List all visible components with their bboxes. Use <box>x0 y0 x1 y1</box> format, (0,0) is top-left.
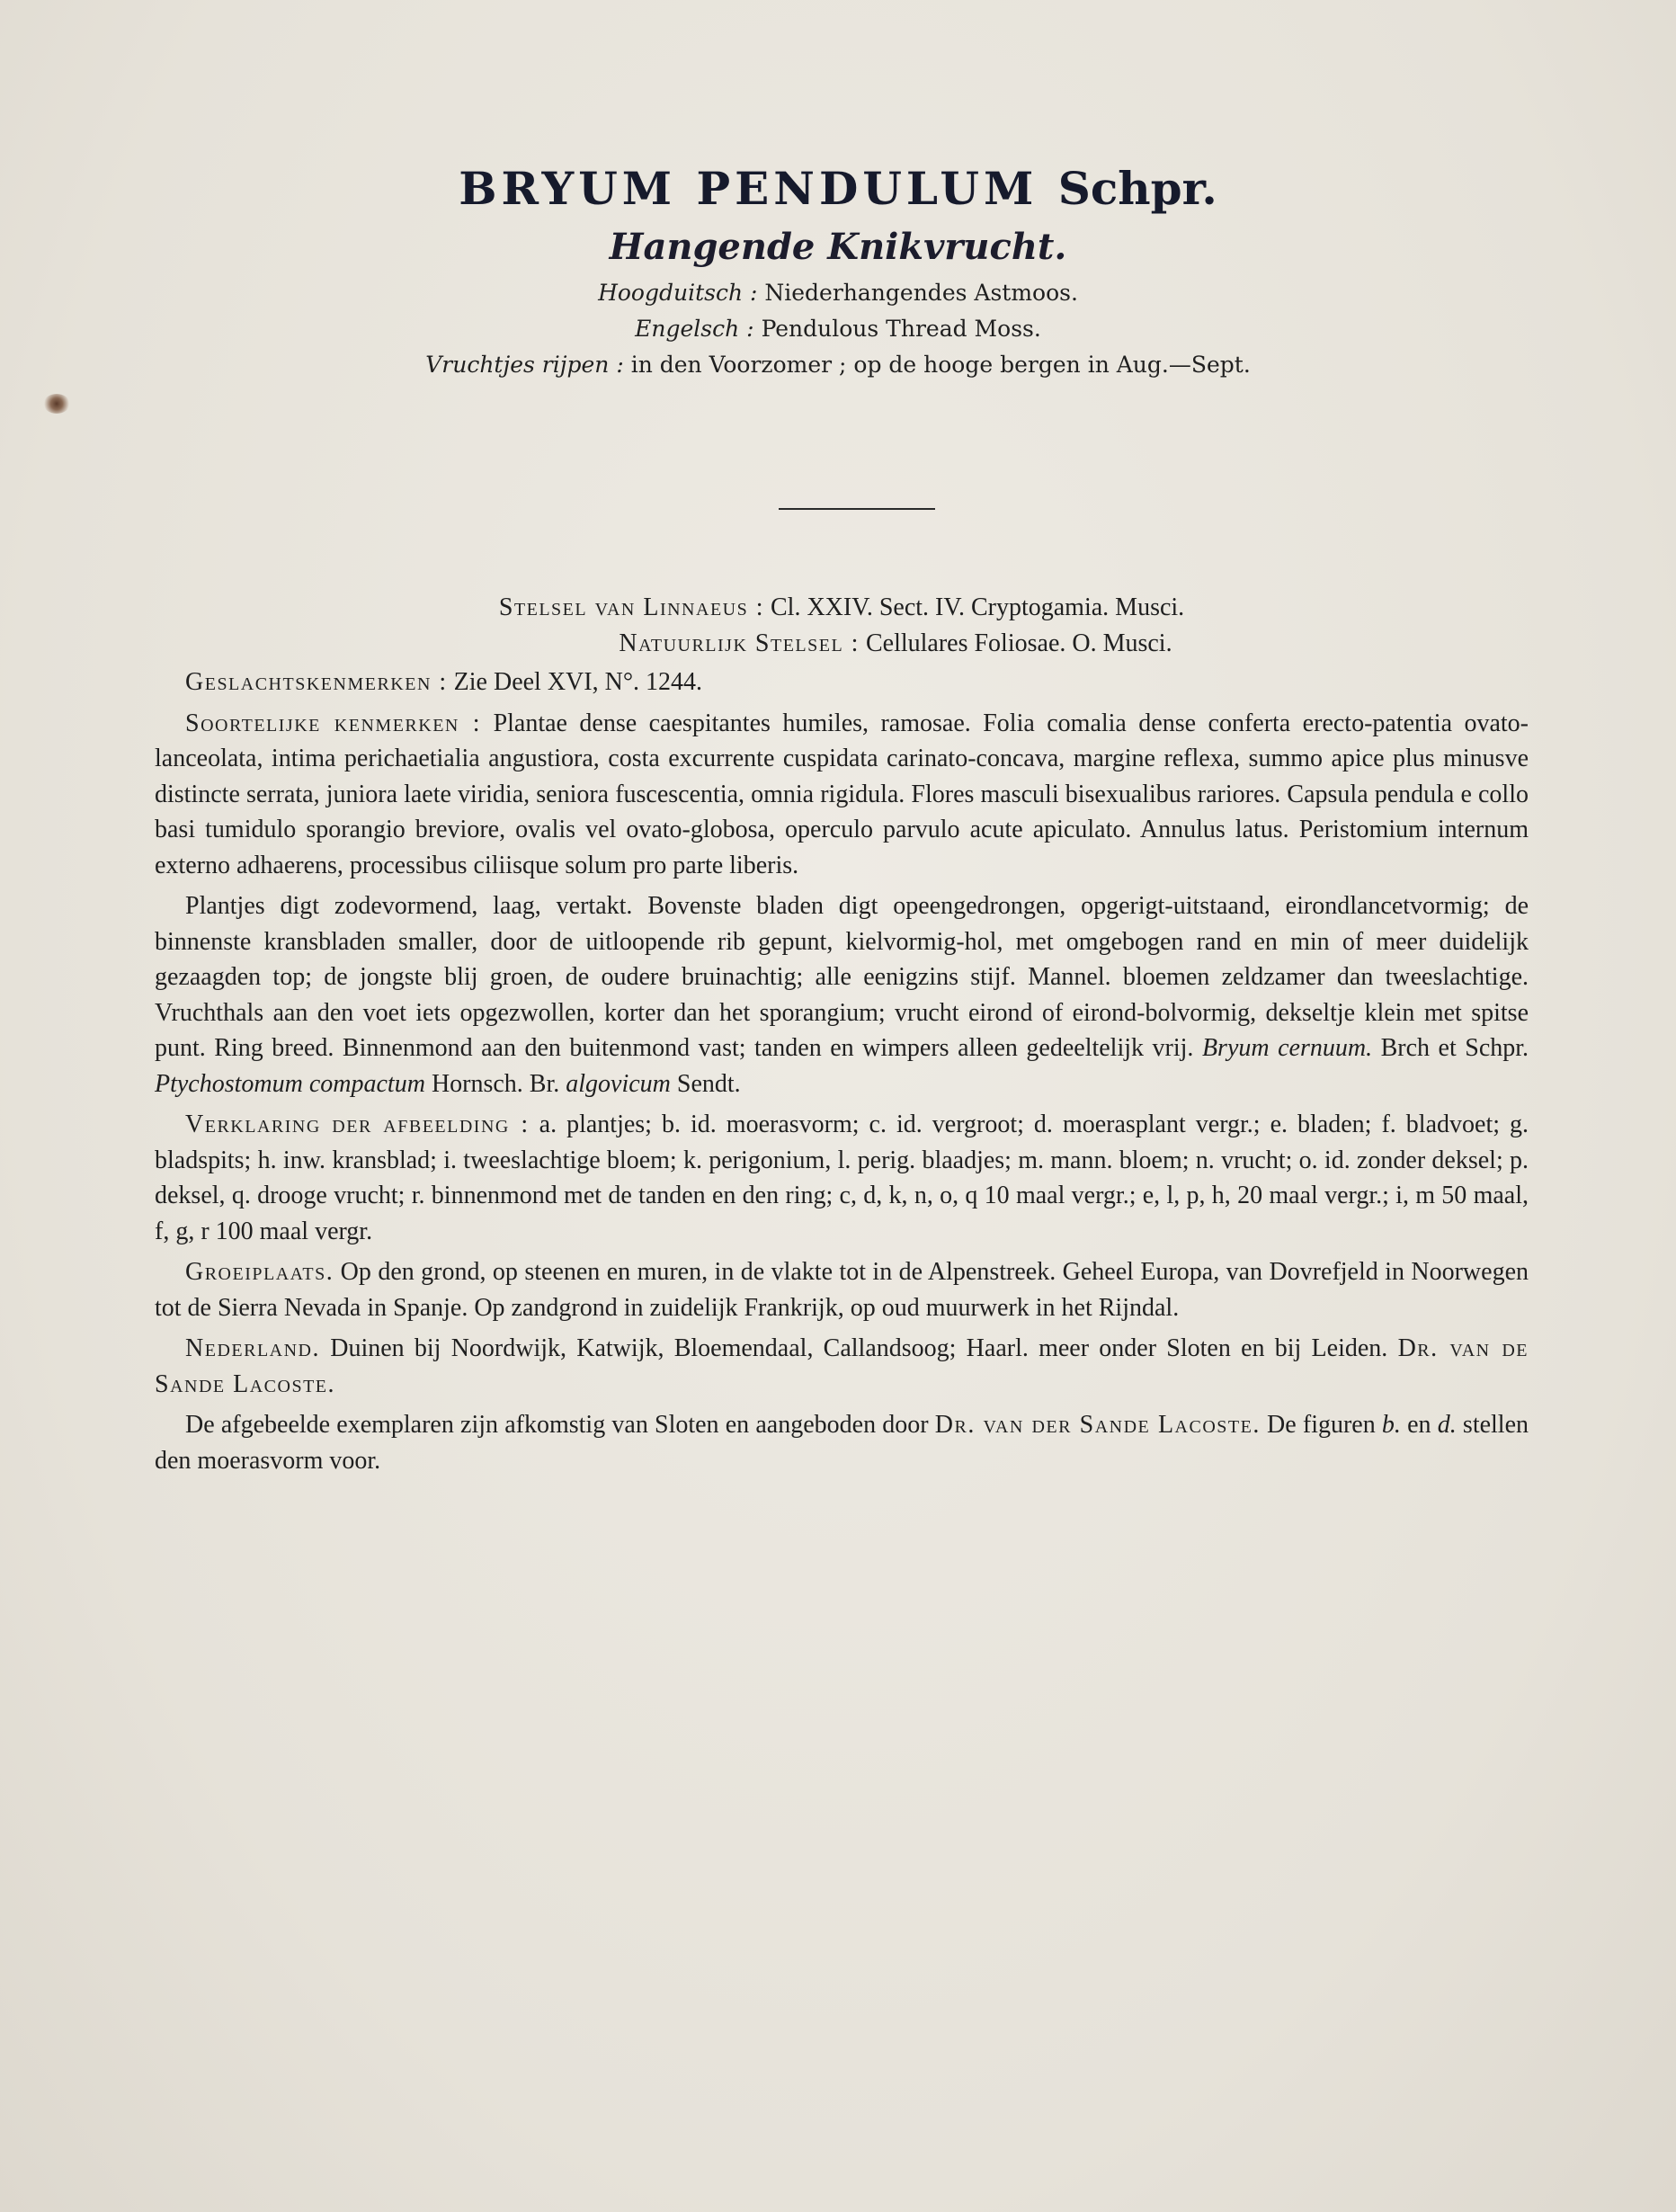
netherlands-credit: Dr. van de Sande Lacoste. <box>155 1334 1529 1398</box>
paper-stain <box>43 394 70 414</box>
synonym-1-author: Brch et Schpr. <box>1380 1034 1529 1062</box>
german-name-line <box>0 275 1676 311</box>
linnaeus-label: Stelsel van Linnaeus : <box>498 593 764 621</box>
figure-explanation <box>155 1107 1529 1249</box>
description-text: Plantjes digt zodevormend, laag, vertakt. Bovenste bladen digt opeengedrongen, opgerigt-uitstaand, eirondlancetvormig; de binnenste kransbladen smaller, door de uitloopende rib gepunt, kielvormig-hol, met omgebogen rand en min of meer duidelijk gezaagden top; de jongste blij groen, de oudere bruinachtig; alle eenigzins stijf. Mannel. bloemen zeldzamer dan tweeslachtige. Vruchthals aan den voet iets opgezwollen, korter dan het sporangium; vrucht eirond of eirond-bolvormig, dekseltje klein met spitse punt. Ring breed. Binnenmond aan den buitenmond vast; tanden en wimpers alleen gedeeltelijk vrij. <box>155 892 1529 1062</box>
closing-line-1: De afgebeelde exemplaren zijn afkomstig van Sloten en aangeboden door <box>185 1411 929 1439</box>
german-label: Hoogduitsch : <box>598 280 758 306</box>
closing-credit: Dr. van der Sande Lacoste. <box>934 1411 1261 1439</box>
genus-label: Geslachtskenmerken : <box>185 668 448 696</box>
closing-and: en <box>1407 1411 1431 1439</box>
ripening-label: Vruchtjes rijpen : <box>425 352 624 378</box>
netherlands-text: Duinen bij Noordwijk, Katwijk, Bloemendaal, Callandsoog; Haarl. meer onder Sloten en bij Leiden. <box>330 1334 1388 1362</box>
ripening-line <box>0 347 1676 383</box>
page-title <box>0 160 1676 218</box>
synonym-1: Bryum cernuum. <box>1201 1034 1373 1062</box>
english-value: Pendulous Thread Moss. <box>761 316 1041 342</box>
netherlands-label: Nederland. <box>185 1334 320 1362</box>
closing-note <box>155 1407 1529 1478</box>
synonym-3: algovicum <box>566 1069 671 1098</box>
habitat <box>155 1254 1529 1325</box>
dutch-name: Hangende Knikvrucht. <box>609 226 1067 268</box>
genus-value: Zie Deel XVI, N°. 1244. <box>453 668 703 696</box>
ripening-value: in den Voorzomer ; op de hooge bergen in Aug.—Sept. <box>630 352 1251 378</box>
synonym-2: Ptychostomum compactum <box>155 1069 425 1098</box>
english-name-line <box>0 311 1676 347</box>
genus-characters <box>155 664 1529 700</box>
natural-system-line <box>155 626 1529 662</box>
figure-text: a. plantjes; b. id. moerasvorm; c. id. vergroot; d. moerasplant vergr.; e. bladen; f. bladvoet; g. bladspits; h. inw. kransblad; i. tweeslachtige bloem; k. perigonium, l. perig. blaadjes; m. mann. bloem; n. vrucht; o. id. zonder deksel; p. deksel, q. drooge vrucht; r. binnenmond met de tanden en den ring; c, d, k, n, o, q 10 maal vergr.; e, l, p, h, 20 maal vergr.; i, m 50 maal, f, g, r 100 maal vergr. <box>155 1110 1529 1245</box>
synonym-3-author: Sendt. <box>676 1069 741 1098</box>
natural-system-value: Cellulares Foliosae. O. Musci. <box>865 629 1172 657</box>
figure-ref-b: b. <box>1381 1411 1401 1439</box>
header <box>0 160 1676 383</box>
natural-system-label: Natuurlijk Stelsel : <box>619 629 860 657</box>
body-text <box>155 590 1529 1478</box>
german-value: Niederhangendes Astmoos. <box>764 280 1078 306</box>
divider <box>779 508 935 510</box>
closing-line-2a: De figuren <box>1267 1411 1376 1439</box>
synonym-2-author: Hornsch. Br. <box>431 1069 560 1098</box>
closing-line-2b: stellen den moerasvorm voor. <box>155 1411 1529 1475</box>
species-author: Schpr. <box>1057 162 1217 215</box>
species-characters <box>155 706 1529 884</box>
linnaeus-value: Cl. XXIV. Sect. IV. Cryptogamia. Musci. <box>771 593 1185 621</box>
figure-ref-d: d. <box>1437 1411 1457 1439</box>
species-text: Plantae dense caespitantes humiles, ramosae. Folia comalia dense conferta erecto-patentia ovato-lanceolata, intima perichaetialia angustiora, costa excurrente cuspidata carinato-concava, margine reflexa, summo apice plus minusve distincte serrata, juniora laete viridia, seniora fuscescentia, omnia rigidula. Flores masculi bisexualibus rariores. Capsula pendula e collo basi tumidulo sporangio breviore, ovalis vel ovato-globosa, operculo parvulo acute apiculato. Annulus latus. Peristomium internum externo adhaerens, processibus ciliisque solum pro parte liberis. <box>155 709 1529 879</box>
netherlands <box>155 1331 1529 1402</box>
dutch-description <box>155 888 1529 1102</box>
habitat-text: Op den grond, op steenen en muren, in de vlakte tot in de Alpenstreek. Geheel Europa, van Dovrefjeld in Noorwegen tot de Sierra Nevada in Spanje. Op zandgrond in zuidelijk Frankrijk, op oud muurwerk in het Rijndal. <box>155 1258 1529 1322</box>
habitat-label: Groeiplaats. <box>185 1258 334 1286</box>
linnaeus-line <box>155 590 1529 626</box>
species-name: BRYUM PENDULUM <box>459 162 1039 215</box>
figure-label: Verklaring der afbeelding : <box>185 1110 530 1138</box>
species-label: Soortelijke kenmerken : <box>185 709 482 737</box>
english-label: Engelsch : <box>635 316 754 342</box>
